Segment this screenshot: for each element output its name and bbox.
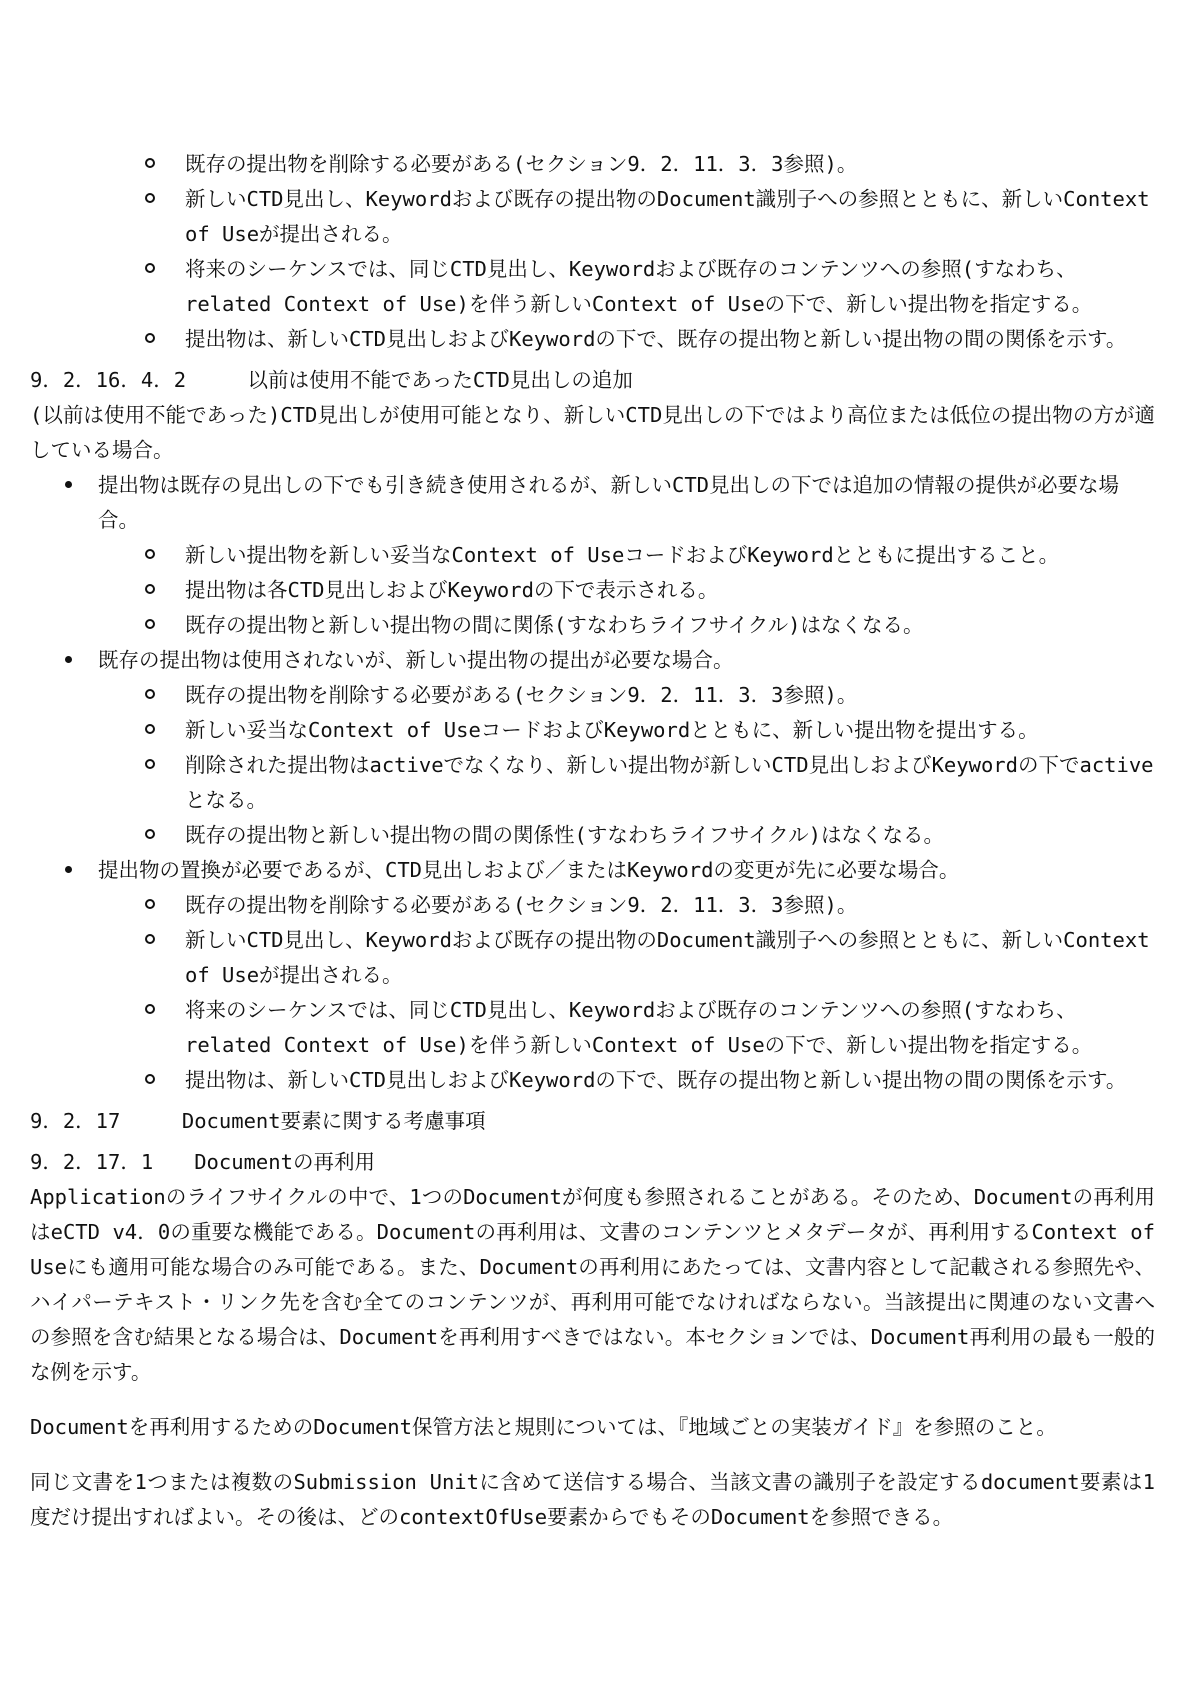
list-item: 提出物は、新しいCTD見出しおよびKeywordの下で、既存の提出物と新しい提出物の間の関係を示す。: [30, 322, 1155, 357]
list-item: 新しい提出物を新しい妥当なContext of UseコードおよびKeywordとともに提出すること。: [98, 538, 1155, 573]
document-body: [30, 147, 1155, 1535]
list-item: 既存の提出物と新しい提出物の間の関係性(すなわちライフサイクル)はなくなる。: [98, 818, 1155, 853]
list-item: 新しいCTD見出し、Keywordおよび既存の提出物のDocument識別子への参照とともに、新しいContext of Useが提出される。: [98, 923, 1155, 993]
body-paragraph: Applicationのライフサイクルの中で、1つのDocumentが何度も参照されることがある。そのため、Documentの再利用はeCTD v4．0の重要な機能である。Documentの再利用は、文書のコンテンツとメタデータが、再利用するContext of Useにも適用可能な場合のみ可能である。また、Documentの再利用にあたっては、文書内容として記載される参照先や、ハイパーテキスト・リンク先を含む全てのコンテンツが、再利用可能でなければならない。当該提出に関連のない文書への参照を含む結果となる場合は、Documentを再利用すべきではない。本セクションでは、Document再利用の最も一般的な例を示す。: [30, 1185, 1155, 1384]
list-item: 既存の提出物と新しい提出物の間に関係(すなわちライフサイクル)はなくなる。: [98, 608, 1155, 643]
top-sub-list: [30, 147, 1155, 357]
sub-list: [98, 678, 1155, 853]
bullet-item: 提出物は既存の見出しの下でも引き続き使用されるが、新しいCTD見出しの下では追加の情報の提供が必要な場合。 新しい提出物を新しい妥当なContext of UseコードおよびKeywordとともに提出すること。 提出物は各CTD見出しおよびKeywordの下で表示される。 既存の提出物と新しい提出物の間に関係(すなわちライフサイクル)はなくなる。: [30, 468, 1155, 643]
body-paragraph: 同じ文書を1つまたは複数のSubmission Unitに含めて送信する場合、当該文書の識別子を設定するdocument要素は1度だけ提出すればよい。その後は、どのcontextOfUse要素からでもそのDocumentを参照できる。: [30, 1470, 1155, 1529]
list-item: 削除された提出物はactiveでなくなり、新しい提出物が新しいCTD見出しおよびKeywordの下でactiveとなる。: [98, 748, 1155, 818]
bullet-list: [30, 468, 1155, 1098]
list-item: 将来のシーケンスでは、同じCTD見出し、Keywordおよび既存のコンテンツへの参照(すなわち、related Context of Use)を伴う新しいContext of Useの下で、新しい提出物を指定する。: [30, 252, 1155, 322]
list-item: 既存の提出物を削除する必要がある(セクション9．2．11．3．3参照)。: [30, 147, 1155, 182]
list-item: 提出物は各CTD見出しおよびKeywordの下で表示される。: [98, 573, 1155, 608]
section-heading-9-2-16-4-2: 9．2．16．4．2 以前は使用不能であったCTD見出しの追加: [30, 368, 633, 392]
sub-list: [98, 888, 1155, 1098]
list-item: 提出物は、新しいCTD見出しおよびKeywordの下で、既存の提出物と新しい提出物の間の関係を示す。: [98, 1063, 1155, 1098]
body-paragraph: Documentを再利用するためのDocument保管方法と規則については、『地域ごとの実装ガイド』を参照のこと。: [30, 1415, 1057, 1439]
list-item: 既存の提出物を削除する必要がある(セクション9．2．11．3．3参照)。: [98, 888, 1155, 923]
section-heading-9-2-17: 9．2．17 Document要素に関する考慮事項: [30, 1109, 486, 1133]
sub-list: [98, 538, 1155, 643]
section-intro: (以前は使用不能であった)CTD見出しが使用可能となり、新しいCTD見出しの下ではより高位または低位の提出物の方が適している場合。: [30, 403, 1155, 462]
bullet-item: 既存の提出物は使用されないが、新しい提出物の提出が必要な場合。 既存の提出物を削除する必要がある(セクション9．2．11．3．3参照)。 新しい妥当なContext of UseコードおよびKeywordとともに、新しい提出物を提出する。 削除された提出物はactiveでなくなり、新しい提出物が新しいCTD見出しおよびKeywordの下でactiveとなる。 既存の提出物と新しい提出物の間の関係性(すなわちライフサイクル)はなくなる。: [30, 643, 1155, 853]
list-item: 将来のシーケンスでは、同じCTD見出し、Keywordおよび既存のコンテンツへの参照(すなわち、related Context of Use)を伴う新しいContext of Useの下で、新しい提出物を指定する。: [98, 993, 1155, 1063]
list-item: 新しいCTD見出し、Keywordおよび既存の提出物のDocument識別子への参照とともに、新しいContext of Useが提出される。: [30, 182, 1155, 252]
list-item: 新しい妥当なContext of UseコードおよびKeywordとともに、新しい提出物を提出する。: [98, 713, 1155, 748]
bullet-item: 提出物の置換が必要であるが、CTD見出しおよび／またはKeywordの変更が先に必要な場合。 既存の提出物を削除する必要がある(セクション9．2．11．3．3参照)。 新しいCTD見出し、Keywordおよび既存の提出物のDocument識別子への参照とともに、新しいContext of Useが提出される。 将来のシーケンスでは、同じCTD見出し、Keywordおよび既存のコンテンツへの参照(すなわち、related Context of Use)を伴う新しいContext of Useの下で、新しい提出物を指定する。 提出物は、新しいCTD見出しおよびKeywordの下で、既存の提出物と新しい提出物の間の関係を示す。: [30, 853, 1155, 1098]
list-item: 既存の提出物を削除する必要がある(セクション9．2．11．3．3参照)。: [98, 678, 1155, 713]
section-heading-9-2-17-1: 9．2．17．1 Documentの再利用: [30, 1150, 375, 1174]
